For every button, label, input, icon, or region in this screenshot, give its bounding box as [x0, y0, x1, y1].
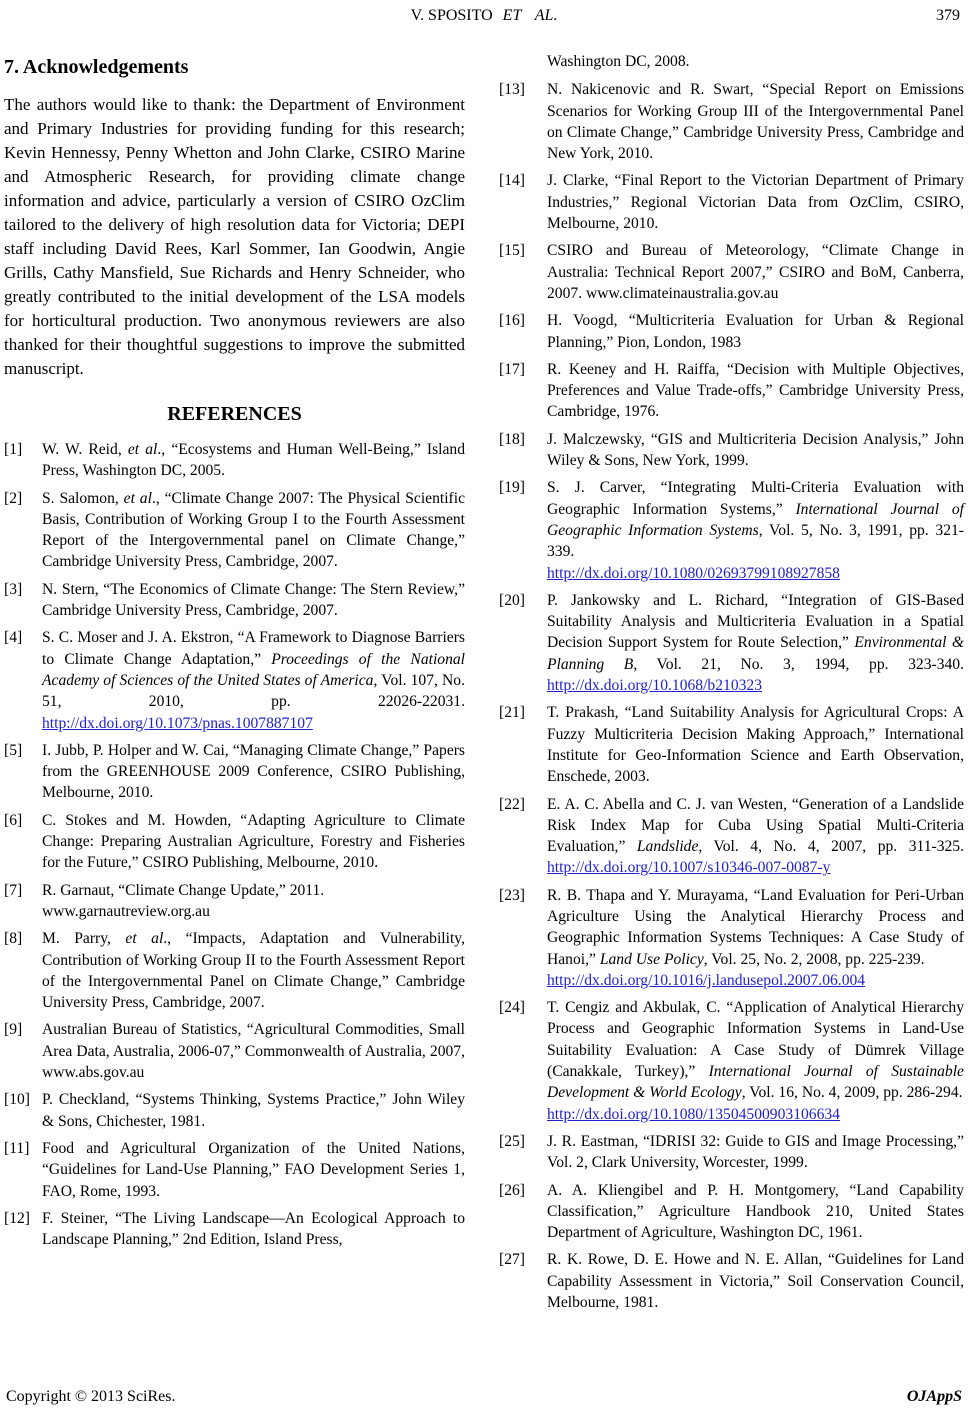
reference-text-segment: J. Clarke, “Final Report to the Victorian Department of Primary Industries,” Regional Victorian Data from OzClim, CSIRO, Melbourne, 2010.	[547, 172, 964, 233]
reference-item	[4, 1089, 465, 1132]
reference-text-segment: ., “Impacts, Adaptation and Vulnerability, Contribution of Working Group II to the Fourth Assessment Report of the Intergovernmental Panel on Climate Change,” Cambridge University Press, Cambridge, 2007.	[42, 930, 465, 1012]
reference-item	[499, 1131, 964, 1174]
reference-text	[547, 997, 964, 1125]
reference-text-segment: R. Keeney and H. Raiffa, “Decision with Multiple Objectives, Preferences and Value Trade-offs,” Cambridge University Press, Cambridge, 1976.	[547, 360, 964, 421]
reference-text-segment: , Vol. 16, No. 4, 2009, pp. 286-294.	[741, 1084, 963, 1102]
reference-text-segment: E. A. C. Abella and C. J. van Westen, “Generation of a Landslide Risk Index Map for Cuba Using Spatial Multi-Criteria Evaluation,”	[547, 795, 964, 856]
italic-title-segment: Environmental & Planning B	[547, 634, 964, 673]
reference-text-segment: www.garnautreview.org.au	[42, 902, 210, 920]
reference-item	[4, 880, 465, 923]
reference-text	[547, 477, 964, 583]
reference-text	[547, 794, 964, 879]
reference-text-segment: P. Jankowsky and L. Richard, “Integration of GIS-Based Suitability Analysis and Multicriteria Evaluation in a Spatial Decision Support System for Route Selection,”	[547, 591, 964, 652]
page-footer	[6, 1388, 962, 1406]
reference-text-segment: M. Parry,	[42, 930, 126, 948]
reference-text-segment: , Vol. 5, No. 3, 1991, pp. 321-339.	[547, 521, 964, 561]
acknowledgements-paragraph: The authors would like to thank: the Department of Environment and Primary Industries for providing funding for this research; Kevin Hennessy, Penny Whetton and John Clarke, CSIRO Marine and Atmospheric Research, for providing climate change information and advice, particularly a version of CSIRO OzClim tailored to the delivery of high resolution data for Victoria; DEPI staff including David Rees, Karl Sommer, Ian Goodwin, Angie Grills, Cathy Mansfield, Sue Richards and Henry Schneider, who greatly contributed to the initial development of the LSA models for horticultural production. Two anonymous reviewers are also thanked for their thoughtful suggestions to improve the submitted manuscript.	[4, 95, 465, 378]
running-title-et-al: ET AL.	[502, 7, 558, 24]
reference-number: [17]	[499, 360, 525, 378]
italic-title-segment: International Journal of Sustainable Development & World Ecology	[547, 1063, 964, 1102]
reference-item	[499, 1249, 964, 1313]
reference-text	[547, 1180, 964, 1244]
reference-text-segment: ., “Climate Change 2007: The Physical Scientific Basis, Contribution of Working Group I to the Fourth Assessment Report of the Intergovernmental panel on Climate Change,” Cambridge University Press, Cambridge, 2007.	[42, 489, 465, 571]
reference-item	[4, 627, 465, 733]
reference-item	[499, 310, 964, 353]
reference-text	[547, 1131, 964, 1174]
copyright-notice: Copyright © 2013 SciRes.	[6, 1388, 176, 1405]
reference-item	[499, 79, 964, 164]
reference-text-segment: I. Jubb, P. Holper and W. Cai, “Managing Climate Change,” Papers from the GREENHOUSE 2009 Conference, CSIRO Publishing, Melbourne, 2010.	[42, 741, 465, 802]
reference-item	[499, 1180, 964, 1244]
reference-text-segment: Australian Bureau of Statistics, “Agricultural Commodities, Small Area Data, Australia, 2006-07,” Commonwealth of Australia, 2007, www.abs.gov.au	[42, 1021, 465, 1082]
reference-number: [25]	[499, 1132, 525, 1150]
reference-text-segment: CSIRO and Bureau of Meteorology, “Climate Change in Australia: Technical Report 2007,” CSIRO and BoM, Canberra, 2007. www.climateinaustralia.gov.au	[547, 242, 964, 302]
italic-title-segment: Land Use Policy	[599, 950, 704, 968]
page-number: 379	[936, 7, 960, 24]
doi-link[interactable]: http://dx.doi.org/10.1080/02693799108927858	[547, 564, 840, 582]
reference-text	[42, 627, 465, 733]
reference-number: [8]	[4, 930, 23, 948]
reference-number: [12]	[4, 1209, 30, 1227]
reference-item	[499, 702, 964, 787]
reference-text-segment: R. Garnaut, “Climate Change Update,” 2011.	[42, 881, 325, 899]
reference-item	[4, 1019, 465, 1083]
reference-item	[499, 794, 964, 879]
reference-number: [19]	[499, 479, 525, 497]
reference-text	[547, 429, 964, 472]
reference-text-segment: , Vol. 4, No. 4, 2007, pp. 311-325.	[698, 838, 964, 856]
reference-text-segment: J. R. Eastman, “IDRISI 32: Guide to GIS and Image Processing,” Vol. 2, Clark University, Worcester, 1999.	[547, 1132, 964, 1172]
reference-text	[547, 79, 964, 164]
reference-item	[499, 170, 964, 234]
reference-number: [11]	[4, 1139, 30, 1157]
reference-text-segment: J. Malczewsky, “GIS and Multicriteria Decision Analysis,” John Wiley & Sons, New York, 1999.	[547, 430, 964, 470]
reference-text-segment: S. Salomon,	[42, 489, 124, 507]
reference-number: [13]	[499, 81, 525, 99]
reference-text	[547, 359, 964, 423]
reference-item	[499, 359, 964, 423]
reference-number: [15]	[499, 242, 525, 260]
reference-item	[499, 477, 964, 583]
italic-title-segment: et al	[125, 930, 164, 948]
reference-text	[42, 928, 465, 1013]
reference-item	[4, 928, 465, 1013]
reference-number: [7]	[4, 881, 23, 899]
reference-number: [22]	[499, 795, 525, 813]
doi-link[interactable]: http://dx.doi.org/10.1068/b210323	[547, 677, 763, 695]
reference-number: [18]	[499, 430, 525, 448]
reference-text-segment: T. Prakash, “Land Suitability Analysis for Agricultural Crops: A Fuzzy Multicriteria Decision Making Approach,” International Institute for Geo-Information Science and Earth Observation, Enschede, 2003.	[547, 704, 964, 786]
doi-link[interactable]: http://dx.doi.org/10.1073/pnas.1007887107	[42, 714, 313, 732]
italic-title-segment: et al	[123, 489, 152, 507]
italic-title-segment: International Journal of Geographic Information Systems	[547, 500, 964, 539]
reference-text	[42, 1138, 465, 1202]
reference-text	[42, 488, 465, 573]
reference-item	[499, 885, 964, 991]
reference-item	[4, 579, 465, 622]
running-title: V. SPOSITO	[410, 7, 493, 24]
reference-item	[499, 240, 964, 304]
italic-title-segment: Landslide	[636, 838, 699, 856]
reference-number: [26]	[499, 1181, 525, 1199]
reference-number: [6]	[4, 811, 23, 829]
reference-text	[42, 810, 465, 874]
italic-title-segment: et al	[127, 441, 158, 458]
two-column-body	[0, 49, 968, 1319]
reference-number: [21]	[499, 704, 525, 722]
reference-text-segment: P. Checkland, “Systems Thinking, Systems Practice,” John Wiley & Sons, Chichester, 1981.	[42, 1091, 465, 1130]
reference-item	[4, 1208, 465, 1251]
reference-text-segment: A. A. Kliengibel and P. H. Montgomery, “Land Capability Classification,” Agriculture Handbook 210, United States Department of Agriculture, Washington DC, 1961.	[547, 1181, 964, 1242]
reference-text-segment: C. Stokes and M. Howden, “Adapting Agriculture to Climate Change: Preparing Australian Agriculture, Forestry and Fisheries for the Future,” CSIRO Publishing, Melbourne, 2010.	[42, 811, 465, 872]
reference-text	[42, 880, 465, 923]
reference-number: [27]	[499, 1251, 525, 1269]
reference-text-segment: , Vol. 25, No. 2, 2008, pp. 225-239.	[703, 950, 925, 968]
reference-text-segment: N. Nakicenovic and R. Swart, “Special Report on Emissions Scenarios for Working Group III of the Intergovernmental Panel on Climate Change,” Cambridge University Press, Cambridge and New York, 2010.	[547, 81, 964, 163]
reference-text	[42, 1019, 465, 1083]
reference-text	[42, 740, 465, 804]
doi-link[interactable]: http://dx.doi.org/10.1080/13504500903106634	[547, 1105, 840, 1123]
reference-text	[42, 1089, 465, 1132]
reference-item	[499, 997, 964, 1125]
doi-link[interactable]: http://dx.doi.org/10.1007/s10346-007-0087-y	[547, 859, 831, 877]
reference-number: [9]	[4, 1021, 23, 1039]
reference-item	[4, 488, 465, 573]
right-column	[499, 49, 964, 1319]
reference-text-segment: N. Stern, “The Economics of Climate Change: The Stern Review,” Cambridge University Press, Cambridge, 2007.	[42, 580, 465, 620]
reference-text	[42, 439, 465, 482]
journal-abbreviation: OJAppS	[906, 1388, 962, 1405]
reference-text-segment: S. C. Moser and J. A. Ekstron, “A Framework to Diagnose Barriers to Climate Change Adaptation,”	[42, 629, 465, 668]
reference-number: [2]	[4, 489, 23, 507]
reference-text	[547, 1249, 964, 1313]
reference-number: [3]	[4, 580, 23, 598]
reference-text	[547, 590, 964, 696]
references-list-left	[4, 439, 465, 1250]
reference-item	[4, 439, 465, 482]
reference-text	[547, 702, 964, 787]
reference-text-segment: H. Voogd, “Multicriteria Evaluation for Urban & Regional Planning,” Pion, London, 1983	[547, 312, 964, 351]
acknowledgements-heading: 7. Acknowledgements	[4, 56, 189, 78]
running-header	[0, 0, 968, 25]
reference-item	[4, 740, 465, 804]
reference-text-segment: , Vol. 21, No. 3, 1994, pp. 323-340.	[633, 655, 964, 673]
reference-text	[547, 885, 964, 991]
reference-number: [1]	[4, 441, 23, 458]
reference-number: [20]	[499, 591, 525, 609]
reference-text-segment: T. Cengiz and Akbulak, C. “Application of Analytical Hierarchy Process and Geographic Information Systems in Land-Use Suitability Evaluation: A Case Study of Dümrek Village (Canakkale, Turkey),”	[547, 999, 964, 1081]
reference-number: [10]	[4, 1091, 30, 1109]
reference-number: [24]	[499, 999, 525, 1017]
reference-number: [23]	[499, 886, 525, 904]
reference-text-segment: Food and Agricultural Organization of the United Nations, “Guidelines for Land-Use Planning,” FAO Development Series 1, FAO, Rome, 1993.	[42, 1139, 465, 1200]
reference-text-segment: , Vol. 107, No. 51, 2010, pp. 22026-22031.	[42, 671, 465, 711]
reference-text	[42, 1208, 465, 1251]
reference-item	[4, 1138, 465, 1202]
reference-text-segment: R. K. Rowe, D. E. Howe and N. E. Allan, “Guidelines for Land Capability Assessment in Victoria,” Soil Conservation Council, Melbourne, 1981.	[547, 1251, 964, 1312]
references-list-right	[499, 79, 964, 1313]
reference-item	[499, 429, 964, 472]
reference-text	[547, 170, 964, 234]
italic-title-segment: Proceedings of the National Academy of Sciences of the United States of America	[42, 650, 465, 689]
reference-number: [5]	[4, 741, 23, 759]
reference-text	[547, 310, 964, 353]
reference-number: [4]	[4, 629, 23, 647]
reference-text	[42, 579, 465, 622]
reference-item	[4, 810, 465, 874]
reference-text-segment: W. W. Reid,	[42, 441, 128, 458]
reference-number: [14]	[499, 172, 525, 190]
left-column	[4, 49, 465, 1319]
references-heading: REFERENCES	[167, 403, 302, 425]
reference-item	[499, 590, 964, 696]
reference-text-segment: F. Steiner, “The Living Landscape—An Ecological Approach to Landscape Planning,” 2nd Edition, Island Press,	[42, 1209, 465, 1249]
reference-text-segment: R. B. Thapa and Y. Murayama, “Land Evaluation for Peri-Urban Agriculture Using the Analytical Hierarchy Process and Geographic Information Systems Techniques: A Case Study of Hanoi,”	[547, 886, 964, 968]
reference-text-segment: ., “Ecosystems and Human Well-Being,” Island Press, Washington DC, 2005.	[42, 441, 465, 480]
reference-text	[547, 240, 964, 304]
reference-text-segment: S. J. Carver, “Integrating Multi-Criteria Evaluation with Geographic Information Systems,”	[547, 479, 964, 518]
doi-link[interactable]: http://dx.doi.org/10.1016/j.landusepol.2007.06.004	[547, 971, 866, 989]
reference-continuation-line: Washington DC, 2008.	[547, 53, 690, 70]
reference-number: [16]	[499, 312, 525, 330]
